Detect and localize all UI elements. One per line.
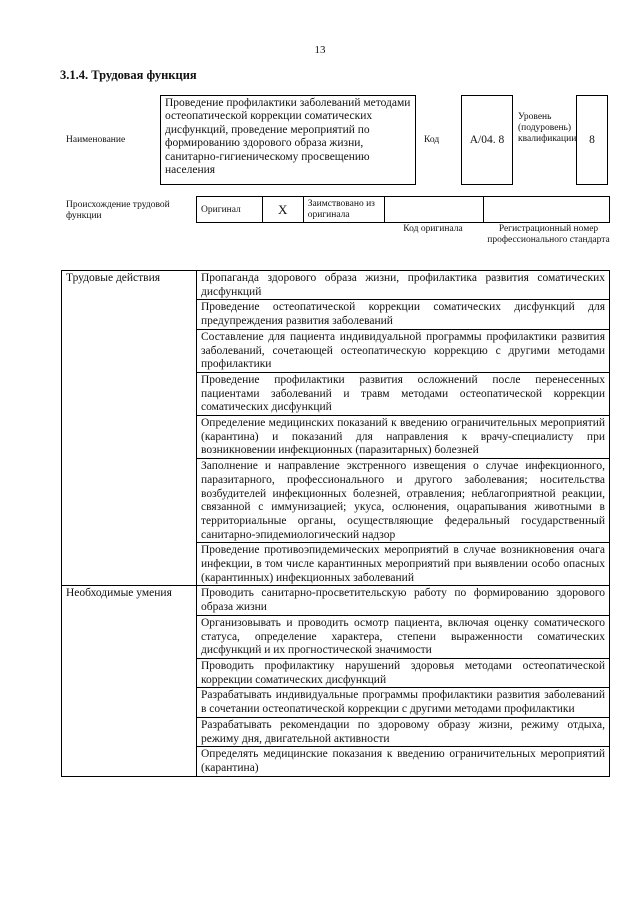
function-name: Проведение профилактики заболеваний методами остеопатической коррекции соматических дисфункций, проведение мероприятий по формированию здорового образа жизни, санитарно-гигиеническому просвещению населения	[160, 95, 416, 185]
origin-table	[196, 196, 610, 223]
table-row	[62, 271, 610, 300]
skill-item: Проводить санитарно-просветительскую работу по формированию здорового образа жизни	[197, 586, 610, 615]
reg-number-caption: Регистрационный номер профессионального стандарта	[487, 224, 610, 245]
table-row	[62, 586, 610, 615]
original-mark: X	[262, 197, 303, 223]
name-label: Наименование	[66, 135, 126, 145]
skill-item: Организовывать и проводить осмотр пациента, включая оценку соматического статуса, определение характера, степени выраженности соматических дисфункций и их прогностической значимости	[197, 615, 610, 658]
labor-action-item: Проведение профилактики развития осложнений после перенесенных пациентами заболеваний и травм методами остеопатической коррекции соматических дисфункций	[197, 372, 610, 415]
qualification-level: 8	[576, 95, 608, 185]
labor-action-item: Составление для пациента индивидуальной программы профилактики развития заболеваний, сочетающей остеопатическую коррекцию с другими методами профилактики	[197, 329, 610, 372]
code-label: Код	[424, 135, 440, 145]
labor-action-item: Заполнение и направление экстренного извещения о случае инфекционного, паразитарного, профессионального и другого заболевания; носительства возбудителей инфекционных болезней, отравления; неблагоприятной реакции, связанной с иммунизацией; укуса, ослюнения, оцарапывания животными в территориальные органы, осуществляющие федеральный государственный санитарно-эпидемиологический надзор	[197, 459, 610, 543]
page-number: 13	[314, 44, 326, 56]
labor-action-item: Пропаганда здорового образа жизни, профилактика развития соматических дисфункций	[197, 271, 610, 300]
labor-action-item: Проведение противоэпидемических мероприятий в случае возникновения очага инфекции, в том числе карантинных мероприятий при выявлении особо опасных (карантинных) инфекционных заболеваний	[197, 543, 610, 586]
reg-number-cell	[483, 197, 609, 223]
original-code-cell	[385, 197, 484, 223]
original-code-caption: Код оригинала	[403, 224, 463, 234]
skill-item: Разрабатывать рекомендации по здоровому образу жизни, режиму отдыха, режиму дня, двигательной активности	[197, 717, 610, 746]
skill-item: Проводить профилактику нарушений здоровья методами остеопатической коррекции соматических дисфункций	[197, 658, 610, 687]
labor-action-item: Определение медицинских показаний к введению ограничительных мероприятий (карантина) и показаний для направления к врачу-специалисту при возникновении инфекционных (паразитарных) болезней	[197, 416, 610, 459]
borrowed-cell: Заимствовано из оригинала	[303, 197, 385, 223]
function-table	[61, 270, 610, 777]
labor-actions-label: Трудовые действия	[62, 271, 197, 586]
skill-item: Определять медицинские показания к введению ограничительных мероприятий (карантина)	[197, 747, 610, 776]
labor-action-item: Проведение остеопатической коррекции соматических дисфункций для предупреждения развития заболеваний	[197, 300, 610, 329]
section-title: 3.1.4. Трудовая функция	[60, 68, 197, 82]
required-skills-label: Необходимые умения	[62, 586, 197, 776]
function-code: A/04. 8	[461, 95, 513, 185]
skill-item: Разрабатывать индивидуальные программы профилактики развития заболеваний в сочетании остеопатической коррекции с другими методами профилактики	[197, 688, 610, 717]
origin-label: Происхождение трудовой функции	[66, 200, 170, 221]
level-label: Уровень (подуровень) квалификации	[518, 112, 577, 144]
original-cell: Оригинал	[197, 197, 263, 223]
